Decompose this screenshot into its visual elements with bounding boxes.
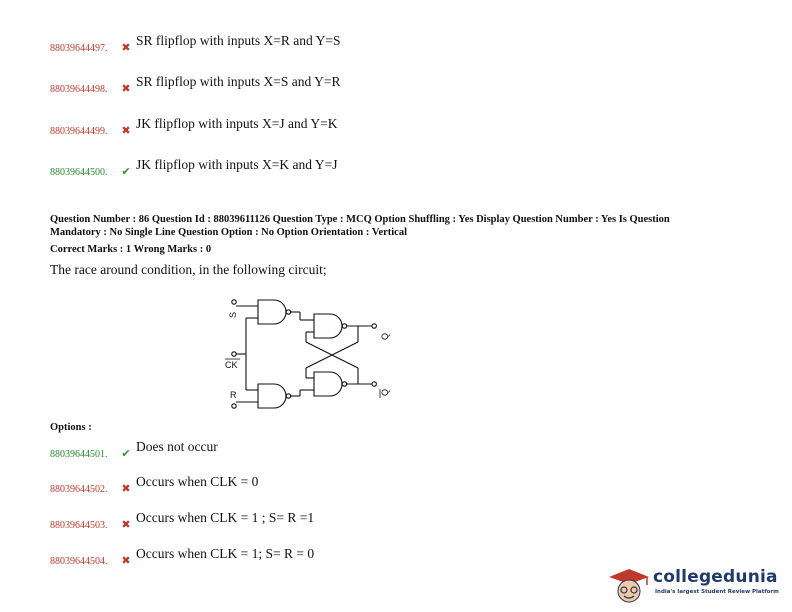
question-marks: Correct Marks : 1 Wrong Marks : 0 <box>50 244 212 255</box>
option-id: 88039644502. <box>50 484 108 495</box>
option-text: SR flipflop with inputs X=R and Y=S <box>136 33 341 48</box>
option-1 <box>50 439 218 460</box>
option-text: SR flipflop with inputs X=S and Y=R <box>136 74 341 89</box>
prev-option-3 <box>50 116 338 137</box>
option-4 <box>50 546 315 567</box>
collegedunia-logo <box>605 565 790 605</box>
option-text: Occurs when CLK = 1; S= R = 0 <box>136 546 315 561</box>
option-text: Occurs when CLK = 1 ; S= R =1 <box>136 510 315 525</box>
option-id: 88039644500. <box>50 167 108 178</box>
ck-input-terminal <box>232 352 236 356</box>
cross-icon: ✖ <box>121 483 131 495</box>
option-id: 88039644498. <box>50 84 108 95</box>
prev-option-4 <box>50 157 338 178</box>
option-id: 88039644501. <box>50 449 108 460</box>
check-icon: ✔ <box>121 448 131 460</box>
qbar-label: Q <box>380 388 390 396</box>
question-text: The race around condition, in the following circuit; <box>50 262 327 277</box>
graduate-face-icon <box>605 565 651 605</box>
logo-tagline: India's largest Student Review Platform <box>655 589 779 595</box>
r-label: R <box>230 390 237 400</box>
nand-gate-1 <box>258 300 286 324</box>
s-label: S <box>228 311 238 318</box>
cross-icon: ✖ <box>121 555 131 567</box>
option-id: 88039644499. <box>50 126 108 137</box>
option-id: 88039644503. <box>50 520 108 531</box>
question-meta-line1: Question Number : 86 Question Id : 88039611126 Question Type : MCQ Option Shuffling : Yes Display Question Number : Yes Is Question <box>50 214 670 225</box>
cross-icon: ✖ <box>121 125 131 137</box>
option-text: Occurs when CLK = 0 <box>136 474 259 489</box>
q-label: Q <box>380 332 390 340</box>
option-2 <box>50 474 259 495</box>
cross-icon: ✖ <box>121 42 131 54</box>
option-id: 88039644504. <box>50 556 108 567</box>
r-input-terminal <box>232 404 236 408</box>
option-text: JK flipflop with inputs X=K and Y=J <box>136 157 338 172</box>
logo-name: collegedunia <box>653 567 778 587</box>
prev-option-2 <box>50 74 341 95</box>
cross-icon: ✖ <box>121 519 131 531</box>
option-text: JK flipflop with inputs X=J and Y=K <box>136 116 338 131</box>
option-3 <box>50 510 315 531</box>
s-input-terminal <box>232 300 236 304</box>
option-id: 88039644497. <box>50 43 108 54</box>
option-text: Does not occur <box>136 439 218 454</box>
options-label: Options : <box>50 422 92 433</box>
nand-gate-3 <box>314 314 342 338</box>
nand-gate-4 <box>314 372 342 396</box>
nand-latch-circuit <box>222 292 402 417</box>
question-meta-line2: Mandatory : No Single Line Question Option : No Option Orientation : Vertical <box>50 227 408 238</box>
cross-icon: ✖ <box>121 83 131 95</box>
nand-gate-2 <box>258 384 286 408</box>
question-meta <box>50 213 750 239</box>
check-icon: ✔ <box>121 166 131 178</box>
ck-label: CK <box>225 360 238 370</box>
prev-option-1 <box>50 33 341 54</box>
